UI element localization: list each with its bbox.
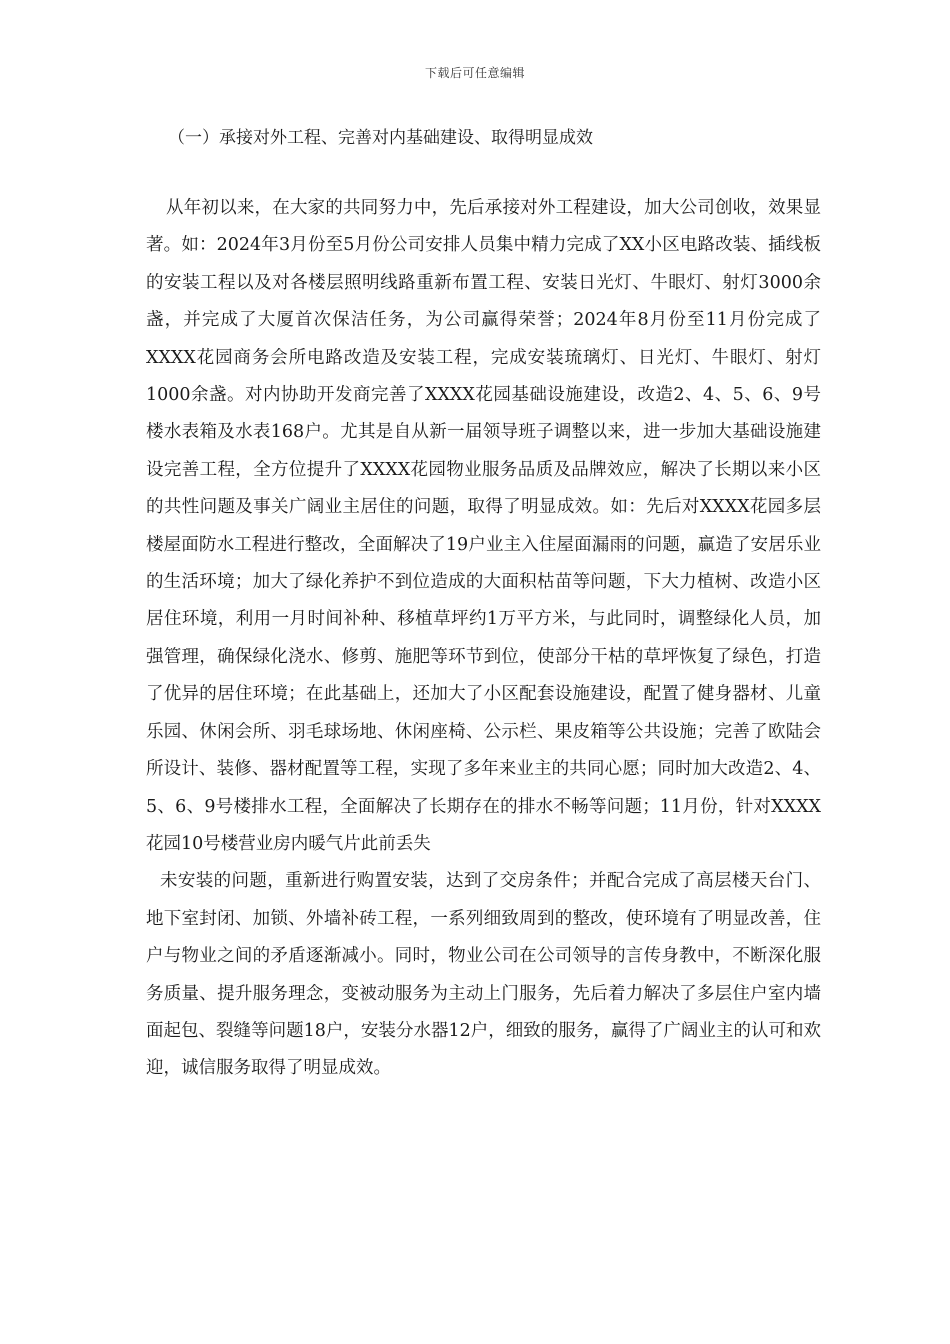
paragraph-2: 未安装的问题，重新进行购置安装，达到了交房条件；并配合完成了高层楼天台门、地下室封闭、加锁、外墙补砖工程，一系列细致周到的整改，使环境有了明显改善，住户与物业之间的矛盾逐渐减小。同时，物业公司在公司领导的言传身教中，不断深化服务质量、提升服务理念，变被动服务为主动上门服务，先后着力解决了多层住户室内墙面起包、裂缝等问题18户，安装分水器12户，细致的服务，赢得了广阔业主的认可和欢迎，诚信服务取得了明显成效。: [146, 871, 821, 1079]
body-text: [146, 190, 821, 1088]
paragraph-1: 从年初以来，在大家的共同努力中，先后承接对外工程建设，加大公司创收，效果显著。如：2024年3月份至5月份公司安排人员集中精力完成了XX小区电路改装、插线板的安装工程以及对各楼层照明线路重新布置工程、安装日光灯、牛眼灯、射灯3000余盏，并完成了大厦首次保洁任务，为公司赢得荣誉；2024年8月份至11月份完成了XXXX花园商务会所电路改造及安装工程，完成安装琉璃灯、日光灯、牛眼灯、射灯1000余盏。对内协助开发商完善了XXXX花园基础设施建设，改造2、4、5、6、9号楼水表箱及水表168户。尤其是自从新一届领导班子调整以来，进一步加大基础设施建设完善工程，全方位提升了XXXX花园物业服务品质及品牌效应，解决了长期以来小区的共性问题及事关广阔业主居住的问题，取得了明显成效。如：先后对XXXX花园多层楼屋面防水工程进行整改，全面解决了19户业主入住屋面漏雨的问题，赢造了安居乐业的生活环境；加大了绿化养护不到位造成的大面积枯苗等问题，下大力植树、改造小区居住环境，利用一月时间补种、移植草坪约1万平方米，与此同时，调整绿化人员，加强管理，确保绿化浇水、修剪、施肥等环节到位，使部分干枯的草坪恢复了绿色，打造了优异的居住环境；在此基础上，还加大了小区配套设施建设，配置了健身器材、儿童乐园、休闲会所、羽毛球场地、休闲座椅、公示栏、果皮箱等公共设施；完善了欧陆会所设计、装修、器材配置等工程，实现了多年来业主的共同心愿；同时加大改造2、4、5、6、9号楼排水工程，全面解决了长期存在的排水不畅等问题；11月份，针对XXXX花园10号楼营业房内暖气片此前丢失: [146, 198, 821, 854]
header-note: 下载后可任意编辑: [424, 66, 525, 80]
section-heading: （一）承接对外工程、完善对内基础建设、取得明显成效: [168, 128, 593, 148]
